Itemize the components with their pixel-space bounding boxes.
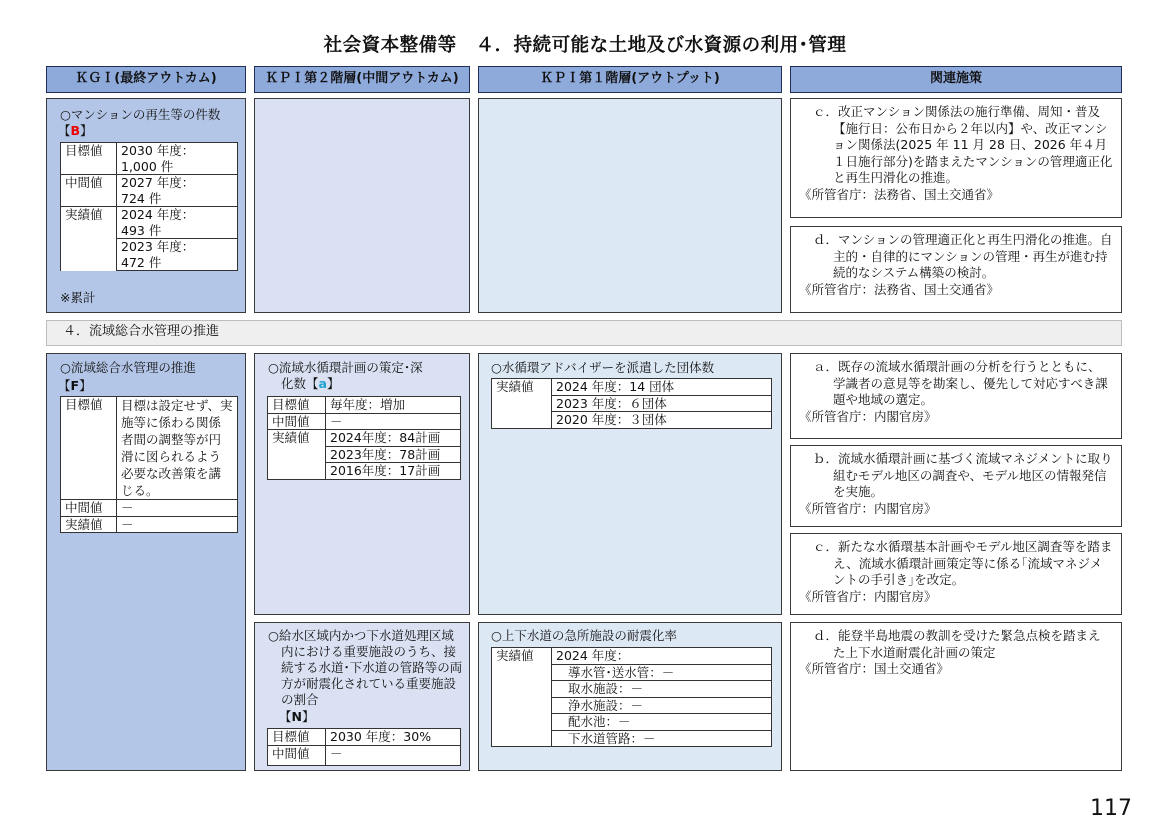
- kgi-table: [60, 142, 238, 271]
- tag-letter: N: [291, 709, 302, 724]
- table-value: 浄水施設：－: [552, 697, 772, 714]
- table-value: 2024年度：84計画: [326, 430, 461, 447]
- table-label: 目標値: [268, 397, 326, 414]
- section-band: ４．流域総合水管理の推進: [46, 320, 1122, 346]
- table-label: 中間値: [61, 175, 117, 207]
- kgi-cell-mansion: [46, 98, 246, 313]
- table-label: 実績値: [61, 516, 117, 533]
- table-row: [61, 397, 238, 500]
- kgi-cell-water: [46, 353, 246, 771]
- kpi1-cell-empty: [478, 98, 782, 313]
- table-label: 目標値: [61, 397, 117, 500]
- table-label: 実績値: [61, 207, 117, 271]
- table-row: [268, 729, 461, 746]
- table-value: 導水管･送水管：－: [552, 664, 772, 681]
- policy-mark: ｂ．: [813, 451, 839, 466]
- table-row: [61, 500, 238, 517]
- policy-body: 流域水循環計画に基づく流域マネジメントに取り組むモデル地区の調査や、モデル地区の情報発信を実施。: [833, 451, 1113, 499]
- table-value: 2016年度：17計画: [326, 463, 461, 480]
- table-value: 2030 年度： 1,000 件: [117, 143, 238, 175]
- policy-mark: ｃ．: [813, 104, 839, 119]
- header-kpi2: ＫＰＩ第２階層(中間アウトカム): [254, 66, 470, 93]
- tag-letter: F: [70, 378, 80, 393]
- table-label: 目標値: [268, 729, 326, 746]
- table-value: 2023 年度： 472 件: [117, 239, 238, 271]
- table-value: 2024 年度： 493 件: [117, 207, 238, 239]
- table-value: 目標は設定せず、実施等に係わる関係者間の調整等が円滑に図られるよう必要な改善策を講じる。: [117, 397, 238, 500]
- policy-text: [799, 451, 1113, 501]
- policy-box: [790, 353, 1122, 439]
- policy-agency: 《所管省庁：国土交通省》: [799, 661, 950, 676]
- policy-text: [799, 359, 1113, 409]
- kpi2-cell-quake: [254, 622, 470, 771]
- kpi2-title: [268, 360, 468, 376]
- kpi1-title: ○水循環アドバイザーを派遣した団体数: [491, 360, 715, 375]
- header-kpi1: ＫＰＩ第１階層(アウトプット): [478, 66, 782, 93]
- kpi2-title-2: [281, 376, 339, 392]
- policy-agency: 《所管省庁：内閣官房》: [799, 588, 937, 604]
- tag-bracket-close: 】: [326, 376, 340, 391]
- page-number: 117: [1090, 796, 1132, 821]
- policy-mark: ｄ．: [813, 232, 839, 247]
- table-row: [268, 745, 461, 765]
- policy-mark: ａ．: [813, 359, 839, 374]
- kpi1-table: [491, 647, 772, 747]
- kpi2-cell-empty: [254, 98, 470, 313]
- tag-letter: a: [318, 376, 327, 391]
- table-value: 2024 年度：: [552, 648, 772, 665]
- table-value: 2027 年度： 724 件: [117, 175, 238, 207]
- kpi2-table: [267, 728, 461, 766]
- policy-mark: ｄ．: [813, 628, 839, 643]
- policy-box: [790, 445, 1122, 527]
- header-kgi: ＫＧＩ(最終アウトカム): [46, 66, 246, 93]
- table-label: 実績値: [492, 648, 552, 747]
- policy-box: [790, 226, 1122, 313]
- policy-text: [799, 539, 1113, 589]
- tag-bracket-close: 】: [80, 123, 93, 138]
- kgi-table: [60, 396, 238, 533]
- table-row: [61, 143, 238, 175]
- policy-mark: ｃ．: [813, 539, 839, 554]
- kpi2-title-line: 化数: [281, 376, 307, 391]
- table-row: [61, 175, 238, 207]
- tag-bracket-close: 】: [79, 378, 92, 393]
- policy-text: [799, 232, 1113, 282]
- table-value: 2023年度：78計画: [326, 446, 461, 463]
- tag-bracket-open: 【: [58, 378, 71, 393]
- policy-box: [790, 622, 1122, 771]
- kgi-note: ※累計: [60, 290, 96, 305]
- table-label: 目標値: [61, 143, 117, 175]
- policy-body: 既存の流域水循環計画の分析を行うとともに、学識者の意見等を勘案し、優先して対応すべき課題や地域の選定。: [833, 359, 1108, 407]
- table-value: －: [117, 516, 238, 533]
- table-value: 取水施設：－: [552, 681, 772, 698]
- kpi2-table: [267, 396, 461, 480]
- table-label: 中間値: [268, 745, 326, 765]
- kpi1-table: [491, 378, 772, 429]
- policy-agency: 《所管省庁：法務省、国土交通省》: [799, 281, 1000, 297]
- table-label: 中間値: [268, 413, 326, 430]
- table-value: 下水道管路：－: [552, 730, 772, 747]
- table-row: [268, 413, 461, 430]
- kgi-title: ○マンションの再生等の件数: [60, 107, 221, 122]
- kpi2-cell-plan: [254, 353, 470, 615]
- table-label: 実績値: [268, 430, 326, 480]
- policy-text: [799, 628, 1113, 661]
- table-value: 2030 年度：30%: [326, 729, 461, 746]
- table-label: 中間値: [61, 500, 117, 517]
- page-title: 社会資本整備等 ４．持続可能な土地及び水資源の利用･管理: [323, 35, 847, 56]
- kgi-tag: [58, 378, 92, 394]
- kpi1-title: ○上下水道の急所施設の耐震化率: [491, 628, 677, 643]
- policy-body: 新たな水循環基本計画やモデル地区調査等を踏まえ、流域水循環計画策定等に係る｢流域マネジメントの手引き｣を改定。: [833, 539, 1113, 587]
- policy-agency: 《所管省庁：内閣官房》: [799, 500, 937, 516]
- table-row: [61, 207, 238, 239]
- policy-text: [799, 104, 1113, 187]
- policy-box: [790, 98, 1122, 218]
- table-value: －: [326, 413, 461, 430]
- tag-bracket-open: 【: [58, 123, 71, 138]
- table-value: 毎年度：増加: [326, 397, 461, 414]
- kpi1-cell-quake: [478, 622, 782, 771]
- tag-letter: B: [70, 123, 81, 138]
- policy-box: [790, 533, 1122, 615]
- table-row: [492, 379, 772, 396]
- policy-agency: 《所管省庁：内閣官房》: [799, 408, 937, 424]
- kpi1-cell-advisor: [478, 353, 782, 615]
- table-row: [492, 648, 772, 665]
- table-value: 2024 年度：14 団体: [552, 379, 772, 396]
- table-value: 配水池：－: [552, 714, 772, 731]
- tag-bracket-open: 【: [306, 376, 319, 391]
- table-value: 2023 年度：６団体: [552, 395, 772, 412]
- table-value: －: [326, 745, 461, 765]
- policy-body: 改正マンション関係法の施行準備、周知・普及【施行日：公布日から２年以内】や、改正マンション関係法(2025 年 11 月 28 日、2026 年４月１日施行部分)を踏まえたマンションの管理適正化と再生円滑化の推進。: [833, 104, 1113, 185]
- kpi2-title: ○給水区域内かつ下水道処理区域内における重要施設のうち、接続する水道･下水道の管路等の両方が耐震化されている重要施設の割合: [268, 628, 463, 707]
- table-value: －: [117, 500, 238, 517]
- policy-agency: 《所管省庁：法務省、国土交通省》: [799, 186, 1000, 202]
- tag-bracket-open: 【: [279, 709, 292, 724]
- table-value: 2020 年度：３団体: [552, 412, 772, 429]
- kpi2-title-line: ○流域水循環計画の策定･深: [268, 360, 423, 375]
- header-policies: 関連施策: [790, 66, 1122, 93]
- kgi-title: ○流域総合水管理の推進: [60, 360, 196, 375]
- table-row: [268, 430, 461, 447]
- kgi-tag: [58, 123, 93, 139]
- kpi2-tag: [279, 709, 315, 725]
- table-row: [61, 516, 238, 533]
- policy-body: 能登半島地震の教訓を受けた緊急点検を踏まえた上下水道耐震化計画の策定: [833, 628, 1101, 660]
- table-label: 実績値: [492, 379, 552, 429]
- tag-bracket-close: 】: [301, 709, 315, 724]
- table-row: [268, 397, 461, 414]
- policy-body: マンションの管理適正化と再生円滑化の推進。自主的・自律的にマンションの管理・再生が進む持続的なシステム構築の検討。: [833, 232, 1113, 280]
